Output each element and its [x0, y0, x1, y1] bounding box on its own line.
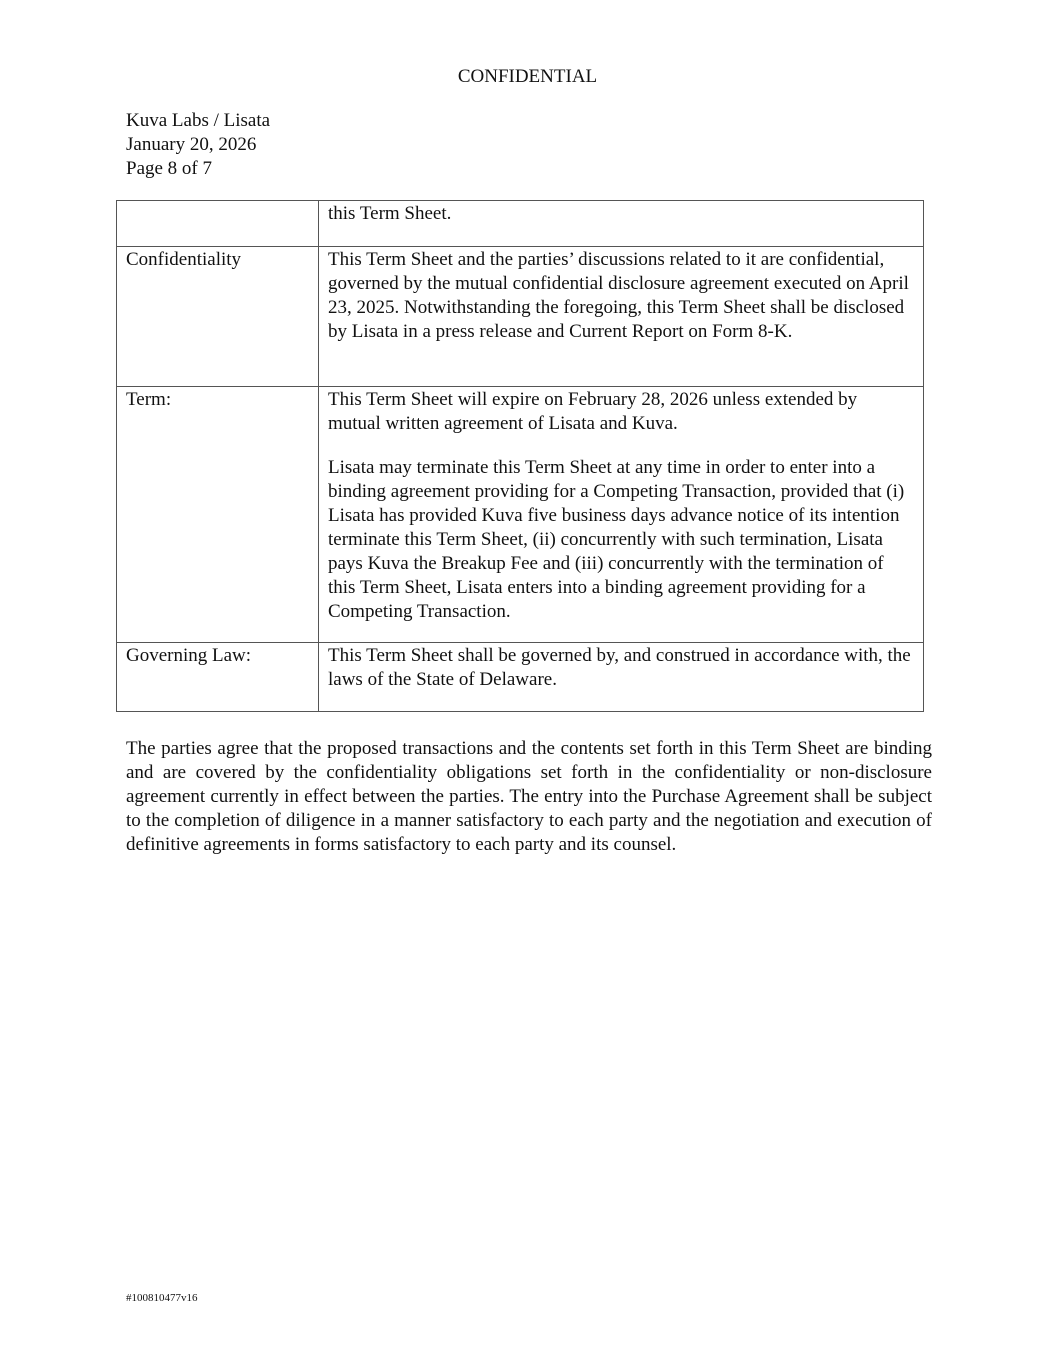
- page-number: Page 8 of 7: [126, 158, 213, 179]
- letter-header: [126, 109, 270, 181]
- row-paragraph: This Term Sheet will expire on February 28, 2026 unless extended by mutual written agreement of Lisata and Kuva.: [328, 389, 858, 434]
- closing-paragraph: The parties agree that the proposed transactions and the contents set forth in this Term Sheet are binding and are covered by the confidentiality obligations set forth in the confidentiality or non-disclosure agreement currently in effect between the parties. The entry into the Purchase Agreement shall be subject to the completion of diligence in a manner satisfactory to each party and the negotiation and execution of definitive agreements in forms satisfactory to each party and its counsel.: [126, 738, 932, 855]
- date-line: January 20, 2026: [126, 134, 257, 155]
- row-paragraph: Lisata may terminate this Term Sheet at any time in order to enter into a binding agreement providing for a Competing Transaction, provided that (i) Lisata has provided Kuva five business days advance notice of its intention terminate this Term Sheet, (ii) concurrently with such termination, Lisata pays Kuva the Breakup Fee and (iii) concurrently with the termination of this Term Sheet, Lisata enters into a binding agreement providing for a Competing Transaction.: [328, 457, 905, 622]
- row-content: [319, 201, 924, 247]
- row-label: Term:: [117, 387, 319, 643]
- row-label: Governing Law:: [117, 643, 319, 712]
- term-sheet-table: [116, 200, 924, 712]
- table-row: [117, 201, 924, 247]
- table-row: [117, 247, 924, 387]
- row-content: [319, 643, 924, 712]
- row-content: [319, 247, 924, 387]
- row-paragraph: This Term Sheet shall be governed by, and construed in accordance with, the laws of the State of Delaware.: [328, 645, 911, 690]
- document-id: #100810477v16: [126, 1292, 198, 1304]
- row-paragraph: This Term Sheet and the parties’ discussions related to it are confidential, governed by the mutual confidential disclosure agreement executed on April 23, 2025. Notwithstanding the foregoing, this Term Sheet shall be disclosed by Lisata in a press release and Current Report on Form 8-K.: [328, 249, 909, 342]
- row-paragraph: this Term Sheet.: [328, 203, 452, 224]
- parties-line: Kuva Labs / Lisata: [126, 110, 271, 131]
- row-label: [117, 201, 319, 247]
- table-row: [117, 643, 924, 712]
- confidential-heading: CONFIDENTIAL: [457, 66, 598, 87]
- row-content: [319, 387, 924, 643]
- row-label: Confidentiality: [117, 247, 319, 387]
- table-row: [117, 387, 924, 643]
